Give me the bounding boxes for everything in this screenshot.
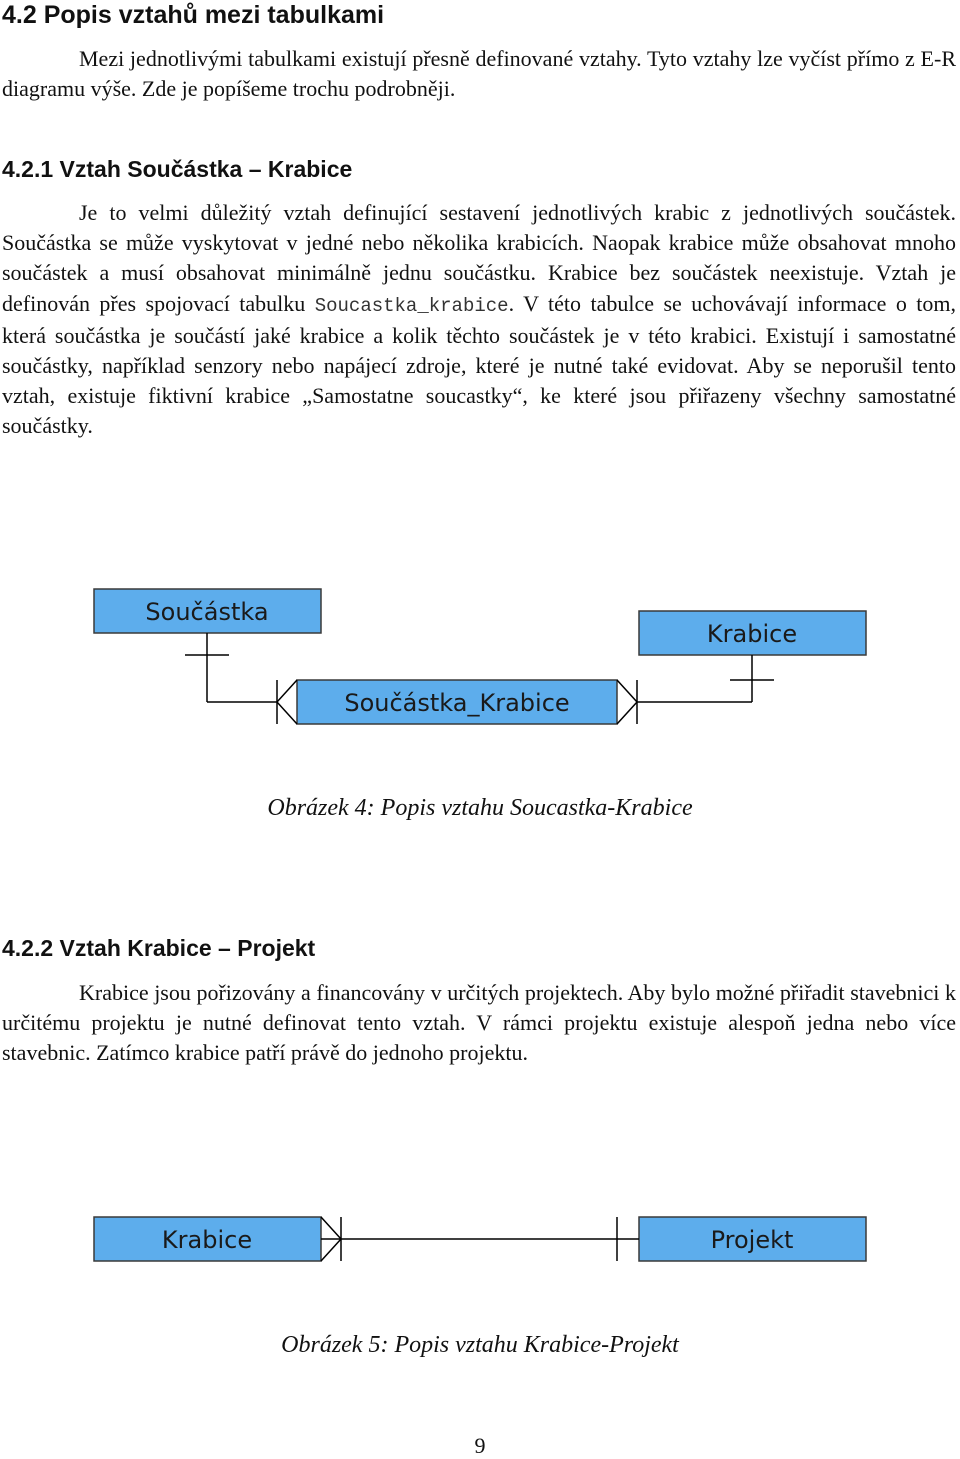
entity-label-krabice: Krabice: [706, 620, 798, 648]
code-table-name: Soucastka_krabice: [314, 294, 509, 317]
crow-foot-left-upper: [277, 680, 297, 702]
er-diagram-krabice-projekt: [0, 1210, 960, 1270]
crow-foot-left-lower: [277, 702, 297, 724]
crow-foot-right-upper: [617, 680, 637, 702]
section-intro: [2, 44, 956, 104]
er-diagram-soucastka-krabice: [0, 580, 960, 740]
subsection-1-paragraph: [2, 198, 956, 442]
entity-label-projekt: Projekt: [710, 1226, 794, 1254]
figure-caption-4: Obrázek 4: Popis vztahu Soucastka-Krabice: [267, 795, 693, 821]
crow-foot-lower: [321, 1239, 341, 1261]
subsection-heading-2: 4.2.2 Vztah Krabice – Projekt: [2, 935, 316, 961]
figure-caption-5: Obrázek 5: Popis vztahu Krabice-Projekt: [281, 1332, 679, 1358]
entity-label-soucastka-krabice: Součástka_Krabice: [344, 689, 570, 717]
paragraph-text: Krabice jsou pořizovány a financovány v určitých projektech. Aby bylo možné přiřadit stavebnici k určitému projektu je nutné definovat tento vztah. V rámci projektu existuje alespoň jedna nebo více stavebnic. Zatímco krabice patří právě do jednoho projektu.: [2, 980, 956, 1066]
paragraph-text-part2: . V této tabulce se uchovávají informace o tom, která součástka je součástí jaké krabice a kolik těchto součástek je v této krabici. Existují i samostatné součástky, například senzory nebo napájecí zdroje, které je nutné také evidovat. Aby se neporušil tento vztah, existuje fiktivní krabice „Samostatne soucastky“, ke které jsou přiřazeny všechny samostatné součástky.: [2, 290, 956, 439]
section-intro-text: Mezi jednotlivými tabulkami existují přesně definované vztahy. Tyto vztahy lze vyčíst přímo z E-R diagramu výše. Zde je popíšeme trochu podrobněji.: [2, 46, 956, 102]
crow-foot-right-lower: [617, 702, 637, 724]
paragraph-text-part1: Je to velmi důležitý vztah definující sestavení jednotlivých krabic z jednotlivých součástek. Součástka se může vyskytovat v jedné nebo několika krabicích. Naopak krabice může obsahovat mnoho součástek a musí obsahovat minimálně jednu součástku. Krabice bez součástek neexistuje. Vztah je definován přes spojovací tabulku: [2, 200, 956, 316]
entity-label-soucastka: Součástka: [145, 598, 269, 626]
subsection-2-paragraph: [2, 978, 956, 1069]
page-number: 9: [474, 1433, 486, 1458]
entity-label-krabice: Krabice: [161, 1226, 253, 1254]
subsection-heading-1: 4.2.1 Vztah Součástka – Krabice: [2, 156, 353, 182]
relationship-lines: [321, 1217, 639, 1261]
crow-foot-upper: [321, 1217, 341, 1239]
section-heading: 4.2 Popis vztahů mezi tabulkami: [2, 1, 385, 29]
